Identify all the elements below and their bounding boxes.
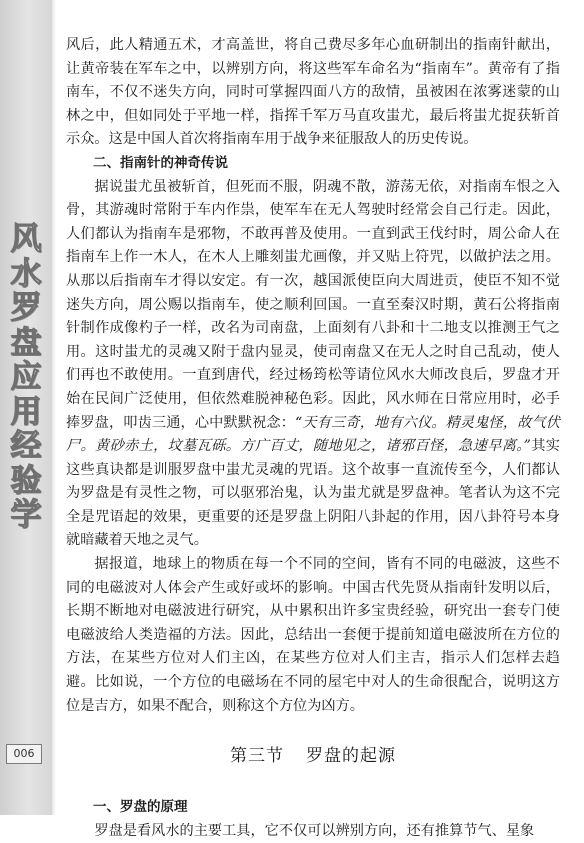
book-title-char: 验 (10, 462, 42, 499)
page-number: 006 (6, 744, 42, 764)
book-title-char: 罗 (10, 290, 42, 326)
page-body (66, 34, 560, 843)
book-title-char: 盘 (10, 324, 42, 361)
paragraph-electromagnetic: 据报道，地球上的物质在每一个不同的空间，皆有不同的电磁波，这些不同的电磁波对人体会产生或好或坏的影响。中国古代先贤从指南针发明以后，长期不断地对电磁波进行研究，从中累积出许多宝贵经验，研究出一套专门使电磁波给人类造福的方法。因此，总结出一套便于提前知道电磁波所在方位的方法，在某些方位对人们主凶，在某些方位对人们主吉，指示人们怎样去趋避。比如说，一个方位的电磁场在不同的屋宅中对人的生命很配合，说明这方位是吉方，如果不配合，则称这个方位为凶方。 (66, 556, 560, 714)
book-title-char: 水 (10, 255, 42, 292)
paragraph-legend-text-b: 其实这些真诀都是训服罗盘中蚩尤灵魂的咒语。这个故事一直流传至今，人们都认为罗盘是有灵性之物，可以驱邪治鬼，认为蚩尤就是罗盘神。笔者认为这不完全是咒语起的效果，更重要的还是罗盘上阴阳八卦起的作用，因八卦符号本身就暗藏着天地之灵气。 (66, 438, 560, 549)
sidebar-band (0, 0, 52, 815)
sidebar-shadow (52, 0, 56, 815)
book-title-char: 风 (10, 221, 42, 257)
paragraph-legend (66, 176, 560, 554)
section-title (66, 744, 560, 768)
book-title-char: 用 (10, 393, 42, 430)
paragraph-legend-text-a: 据说蚩尤虽被斩首，但死而不服，阴魂不散，游荡无依，对指南车恨之入骨，其游魂时常附于车内作祟，使军车在无人驾驶时经常会自己行走。因此，人们都认为指南车是邪物，不敢再普及使用。一直到武王伐纣时，周公命人在指南车上作一木人，在木人上雕刻蚩尤画像，并又贴上符咒，以做护法之用。从那以后指南车才得以安定。有一次，越国派使臣向大周进贡，使臣不知不觉迷失方向，周公赐以指南车，使之顺利回国。一直至秦汉时期，黄石公将指南针制作成像杓子一样，改名为司南盘，上面刻有八卦和十二地支以推测王气之用。这时蚩尤的灵魂又附于盘内显灵，使司南盘又在无人之时自己乱动，使人们再也不敢使用。一直到唐代，经过杨筠松等请位风水大师改良后，罗盘才开始在民间广泛使用，但依然难脱神秘色彩。因此，风水师在日常应用时，必手捧罗盘，叩齿三通，心中默默祝念： (66, 178, 560, 431)
book-title-char: 学 (10, 497, 42, 533)
paragraph-principle: 罗盘是看风水的主要工具，它不仅可以辨别方向，还有推算节气、星象 (94, 822, 535, 839)
incantation-quote: “天有三奇，地有六仪。精灵鬼怪，故气伏尸。黄砂赤土，坟墓瓦砾。方广百丈，随地见之，诸邪百怪，急速早离。” (66, 414, 560, 455)
subheading-principle: 一、罗盘的原理 (93, 799, 188, 816)
subheading-compass-legend: 二、指南针的神奇传说 (93, 154, 228, 171)
section-name: 罗盘的起源 (306, 746, 396, 767)
section-number: 第三节 (230, 746, 284, 767)
book-title-char: 应 (10, 359, 42, 395)
book-title-char: 经 (10, 428, 42, 464)
paragraph-continued: 风后，此人精通五术，才高盖世，将自己费尽多年心血研制出的指南针献出，让黄帝装在军车之中，以辨别方向，将这些军车命名为“指南车”。黄帝有了指南车，不仅不迷失方向，同时可掌握四面八方的敌情，虽被困在浓雾迷蒙的山林之中，但如同处于平地一样，指挥千军万马直攻蚩尤，最后将蚩尤捉获斩首示众。这是中国人首次将指南车用于战争来征服敌人的历史传说。 (66, 37, 560, 148)
book-title-vertical (6, 222, 46, 533)
